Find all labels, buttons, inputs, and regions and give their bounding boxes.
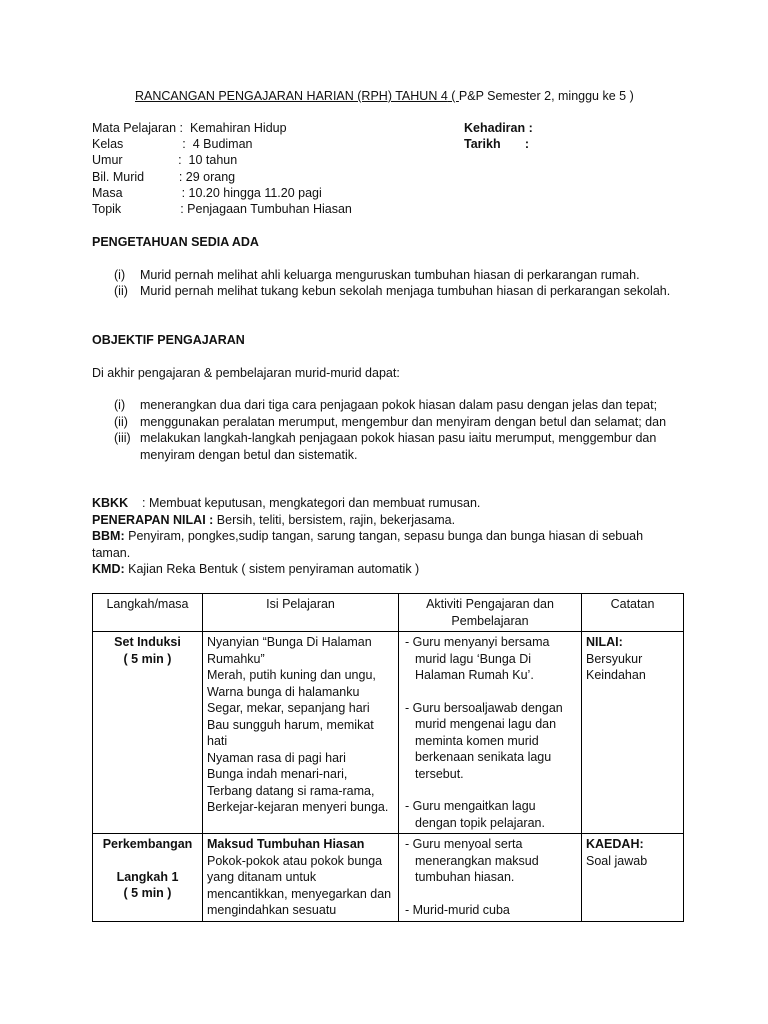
cell-langkah: Perkembangan Langkah 1 ( 5 min )	[93, 834, 203, 922]
lesson-table	[92, 593, 684, 922]
meta-umur: Umur : 10 tahun	[92, 153, 238, 168]
list-item: (ii) Murid pernah melihat tukang kebun sekolah menjaga tumbuhan hiasan di perkarangan sekolah.	[114, 284, 671, 298]
cell-catatan: KAEDAH: Soal jawab	[582, 834, 684, 922]
meta-kehadiran: Kehadiran :	[464, 121, 533, 135]
cell-isi: Nyanyian “Bunga Di Halaman Rumahku” Merah, putih kuning dan ungu, Warna bunga di halamanku Segar, mekar, sepanjang hari Bau sungguh harum, memikat hati Nyaman rasa di pagi hari Bunga indah menari-nari, Terbang datang si rama-rama, Berkejar-kejaran menyeri bunga.	[203, 632, 399, 834]
objektif-heading: OBJEKTIF PENGAJARAN	[92, 333, 245, 347]
kmd-line: KMD: Kajian Reka Bentuk ( sistem penyiraman automatik )	[92, 562, 420, 576]
meta-topik: Topik : Penjagaan Tumbuhan Hiasan	[92, 201, 352, 216]
kbkk-line: KBKK : Membuat keputusan, mengkategori dan membuat rumusan.	[92, 496, 481, 510]
objektif-list	[92, 397, 684, 463]
title-paren: (	[447, 89, 459, 103]
meta-tarikh: Tarikh :	[464, 137, 530, 152]
nilai-line: PENERAPAN NILAI : Bersih, teliti, bersistem, rajin, bekerjasama.	[92, 512, 456, 527]
document-title	[135, 89, 634, 103]
bbm-line: BBM: Penyiram, pongkes,sudip tangan, sarung tangan, sepasu bunga dan bunga hiasan di sebuah taman.	[92, 529, 644, 560]
section-pengetahuan	[92, 234, 684, 300]
header-aktiviti: Aktiviti Pengajaran dan Pembelajaran	[399, 594, 582, 632]
meta-mata-pelajaran: Mata Pelajaran : Kemahiran Hidup	[92, 121, 287, 135]
cell-aktiviti: - Guru menyanyi bersama murid lagu ‘Bunga Di Halaman Rumah Ku’. - Guru bersoaljawab dengan murid mengenai lagu dan meminta komen murid berkenaan senikata lagu tersebut. - Guru mengaitkan lagu dengan topik pelajaran.	[399, 632, 582, 834]
section-objektif	[92, 332, 684, 463]
title-detail: P&P Semester 2, minggu ke 5 )	[458, 89, 634, 103]
cell-langkah: Set Induksi ( 5 min )	[93, 632, 203, 834]
header-langkah: Langkah/masa	[93, 594, 203, 632]
cell-aktiviti: - Guru menyoal serta menerangkan maksud tumbuhan hiasan. - Murid-murid cuba	[399, 834, 582, 922]
table-header-row	[93, 594, 684, 632]
meta-masa: Masa : 10.20 hingga 11.20 pagi	[92, 185, 322, 200]
title-main: RANCANGAN PENGAJARAN HARIAN (RPH) TAHUN 4	[135, 89, 448, 103]
header-isi: Isi Pelajaran	[203, 594, 399, 632]
meta-bil-murid: Bil. Murid : 29 orang	[92, 169, 236, 184]
header-catatan: Catatan	[582, 594, 684, 632]
cell-isi: Maksud Tumbuhan Hiasan Pokok-pokok atau pokok bunga yang ditanam untuk mencantikkan, menyegarkan dan mengindahkan sesuatu	[203, 834, 399, 922]
lesson-meta	[92, 120, 684, 217]
section-info	[92, 495, 684, 578]
list-item: (i) menerangkan dua dari tiga cara penjagaan pokok hiasan dalam pasu dengan jelas dan tepat;	[114, 398, 658, 412]
objektif-intro: Di akhir pengajaran & pembelajaran murid-murid dapat:	[92, 365, 400, 380]
table-row	[93, 632, 684, 834]
list-item: (ii) menggunakan peralatan merumput, mengembur dan menyiram dengan betul dan selamat; dan	[114, 414, 667, 429]
list-item: (i) Murid pernah melihat ahli keluarga menguruskan tumbuhan hiasan di perkarangan rumah.	[114, 267, 640, 282]
pengetahuan-list	[92, 267, 684, 300]
pengetahuan-heading: PENGETAHUAN SEDIA ADA	[92, 235, 259, 249]
list-item: (iii) melakukan langkah-langkah penjagaan pokok hiasan pasu iaitu merumput, menggembur dan menyiram dengan betul dan sistematik.	[114, 431, 657, 462]
meta-kelas: Kelas : 4 Budiman	[92, 137, 253, 152]
cell-catatan: NILAI: Bersyukur Keindahan	[582, 632, 684, 834]
table-row	[93, 834, 684, 922]
